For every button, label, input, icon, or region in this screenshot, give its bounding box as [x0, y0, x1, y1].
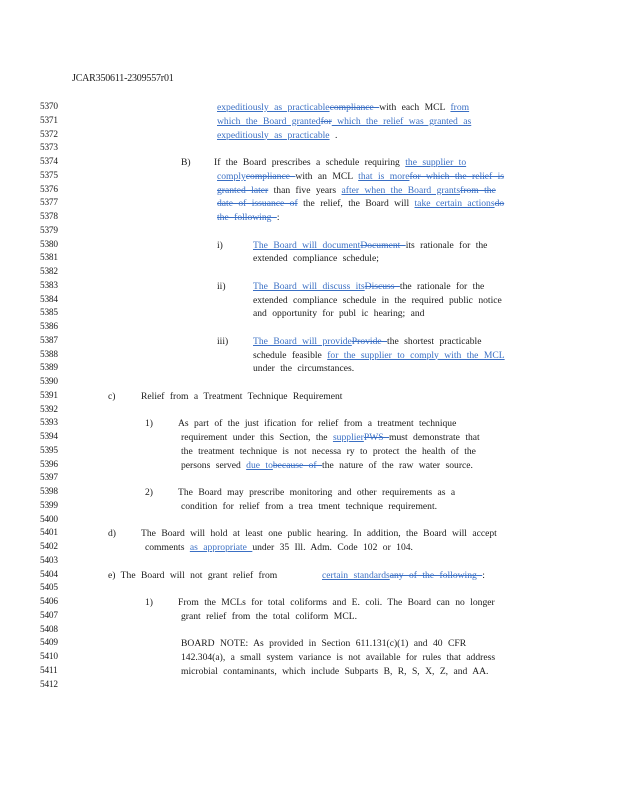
text-line — [178, 418, 456, 429]
text-line — [181, 611, 357, 622]
line-number: 5387 — [40, 335, 58, 346]
deleted-text: from the — [460, 184, 496, 196]
text-span: its rationale for the — [405, 239, 488, 251]
text-line — [178, 487, 455, 498]
text-span: 1) — [145, 597, 153, 608]
text-span: B) — [181, 157, 191, 168]
text-span: schedule feasible — [253, 349, 328, 361]
deleted-text: any of the following — [389, 569, 483, 581]
line-number: 5408 — [40, 624, 58, 635]
text-span: 142.304(a), a small system variance is not available for rules that address — [181, 652, 496, 663]
deleted-text: the following — [217, 212, 277, 223]
line-number: 5393 — [40, 418, 58, 429]
text-span: persons served — [181, 459, 247, 471]
text-line — [217, 336, 228, 347]
line-number: 5411 — [40, 665, 58, 676]
line-number: 5400 — [40, 514, 58, 525]
text-line — [322, 570, 485, 581]
text-line — [178, 597, 495, 608]
text-line — [145, 542, 413, 553]
line-number: 5394 — [40, 432, 58, 442]
line-number: 5379 — [40, 225, 58, 236]
line-number: 5396 — [40, 459, 58, 470]
text-line — [145, 487, 153, 498]
line-number: 5392 — [40, 404, 58, 415]
text-span: ii) — [217, 280, 226, 292]
text-span: grant relief from the total coliform MCL. — [181, 610, 357, 622]
line-number: 5412 — [40, 679, 58, 690]
text-span: From the MCLs for total coliforms and E. coli. The Board can no longer — [178, 597, 495, 608]
line-number: 5382 — [40, 267, 58, 277]
text-span: 1) — [145, 418, 153, 430]
text-span: condition for relief from a trea tment technique requirement. — [181, 500, 438, 512]
line-number: 5378 — [40, 212, 58, 222]
inserted-text: due to — [246, 459, 273, 471]
line-number: 5371 — [40, 115, 58, 126]
deleted-text: because of — [272, 459, 323, 471]
text-span: than five years — [268, 184, 342, 196]
text-line — [141, 391, 342, 402]
inserted-text: for the supplier to comply with the MCL — [327, 349, 505, 361]
text-span: : — [276, 212, 280, 223]
text-line — [217, 116, 471, 127]
inserted-text: supplier — [332, 432, 364, 443]
text-line — [181, 652, 495, 663]
inserted-text: The Board will discuss its — [253, 280, 365, 292]
line-number: 5385 — [40, 308, 58, 319]
text-line — [253, 295, 502, 306]
text-span: i) — [217, 239, 223, 251]
deleted-text: compliance — [329, 102, 380, 113]
deleted-text: PWS — [363, 432, 389, 443]
text-line — [181, 432, 480, 443]
text-line — [253, 281, 484, 292]
inserted-text: after when the Board grants — [341, 184, 461, 196]
deleted-text: Provide — [351, 335, 388, 347]
line-number: 5372 — [40, 129, 58, 140]
inserted-text: which the relief was granted as — [331, 115, 472, 127]
text-span: c) — [108, 390, 116, 402]
line-number: 5386 — [40, 322, 58, 332]
line-number: 5397 — [40, 473, 58, 484]
inserted-text: from — [450, 102, 470, 113]
text-line — [253, 336, 482, 347]
inserted-text: which the Board granted — [217, 115, 321, 127]
inserted-text: expeditiously as practicable — [217, 102, 330, 113]
deleted-text: compliance — [245, 170, 296, 182]
text-line — [141, 528, 497, 539]
line-number: 5395 — [40, 445, 58, 456]
inserted-text: comply — [217, 170, 246, 182]
line-number: 5380 — [40, 239, 58, 250]
line-number: 5409 — [40, 638, 58, 649]
line-number: 5376 — [40, 184, 58, 195]
line-number: 5406 — [40, 597, 58, 607]
text-line — [253, 253, 379, 264]
text-span: under 35 Ill. Adm. Code 102 or 104. — [252, 542, 413, 553]
line-number: 5402 — [40, 542, 58, 552]
text-line — [181, 666, 488, 677]
text-span: the relief, the Board will — [297, 198, 415, 210]
line-number: 5403 — [40, 555, 58, 566]
line-number: 5410 — [40, 652, 58, 662]
inserted-text: The Board will provide — [253, 335, 352, 347]
line-number: 5401 — [40, 528, 58, 539]
text-line — [253, 240, 487, 251]
deleted-text: granted later — [217, 184, 269, 196]
text-span: . — [329, 129, 338, 141]
text-span: the treatment technique is not necessa ry to protect the health of the — [181, 445, 476, 457]
text-line — [108, 570, 277, 581]
line-number: 5398 — [40, 487, 58, 497]
text-span: microbial contaminants, which include Subparts B, R, S, X, Z, and AA. — [181, 665, 489, 677]
inserted-text: certain standards — [322, 569, 390, 581]
text-span: under the circumstances. — [253, 363, 355, 375]
deleted-text: Discuss — [364, 280, 400, 292]
text-span: The Board will hold at least one public hearing. In addition, the Board will accept — [141, 528, 497, 540]
text-line — [181, 446, 476, 457]
text-span: and opportunity for publ ic hearing; and — [253, 308, 425, 320]
inserted-text: take certain actions — [414, 198, 495, 210]
text-line — [253, 363, 354, 374]
text-span: e) The Board will not grant relief from — [108, 569, 278, 581]
text-span: comments — [145, 542, 190, 553]
text-span: extended compliance schedule; — [253, 253, 379, 265]
text-line — [181, 157, 191, 168]
line-number: 5407 — [40, 610, 58, 621]
text-span: must demonstrate that — [389, 432, 480, 443]
deleted-text: for which the relief is — [409, 170, 505, 182]
line-number: 5384 — [40, 294, 58, 305]
document-id: JCAR350611-2309557r01 — [72, 73, 174, 84]
line-number: 5383 — [40, 280, 58, 291]
line-number: 5390 — [40, 377, 58, 387]
line-number: 5388 — [40, 349, 58, 360]
text-line — [217, 212, 280, 223]
inserted-text: expeditiously as practicable — [217, 129, 330, 141]
text-line — [253, 308, 424, 319]
text-line — [108, 391, 115, 402]
text-line — [217, 281, 226, 292]
text-line — [145, 597, 153, 608]
text-span: BOARD NOTE: As provided in Section 611.131(c)(1) and 40 CFR — [181, 638, 467, 650]
line-number: 5399 — [40, 500, 58, 511]
text-span: the rationale for the — [399, 280, 485, 292]
text-span: : — [482, 569, 485, 581]
text-span: As part of the just ification for relief from a treatment technique — [178, 418, 457, 430]
text-line — [108, 528, 116, 539]
text-line — [217, 185, 496, 196]
text-span: with an MCL — [295, 170, 359, 182]
inserted-text: that is more — [358, 170, 410, 182]
line-number: 5377 — [40, 198, 58, 209]
text-line — [181, 501, 437, 512]
text-line — [217, 240, 223, 251]
text-line — [181, 638, 466, 649]
text-line — [181, 460, 473, 471]
text-line — [217, 102, 469, 113]
line-number: 5370 — [40, 102, 58, 112]
text-line — [217, 130, 337, 141]
text-line — [217, 198, 504, 209]
deleted-text: do — [494, 198, 505, 210]
line-number: 5391 — [40, 390, 58, 401]
text-span: requirement under this Section, the — [181, 432, 333, 443]
line-number: 5404 — [40, 569, 58, 580]
text-span: the nature of the raw water source. — [322, 459, 473, 471]
text-span: extended compliance schedule in the required public notice — [253, 294, 502, 306]
text-span: iii) — [217, 335, 229, 347]
text-line — [214, 157, 466, 168]
text-span: The Board may prescribe monitoring and other requirements as a — [178, 487, 456, 498]
text-span: Relief from a Treatment Technique Requirement — [141, 390, 343, 402]
line-number: 5389 — [40, 363, 58, 374]
inserted-text: The Board will document — [253, 239, 361, 251]
text-span: the shortest practicable — [387, 335, 482, 347]
deleted-text: date of issuance of — [217, 198, 298, 210]
text-line — [217, 171, 504, 182]
text-span: with each MCL — [379, 102, 451, 113]
text-span: If the Board prescribes a schedule requiring — [214, 157, 406, 168]
line-number: 5374 — [40, 157, 58, 167]
line-number: 5381 — [40, 253, 58, 264]
deleted-text: for — [320, 115, 332, 127]
line-number: 5373 — [40, 143, 58, 154]
text-span: d) — [108, 528, 116, 540]
line-number: 5375 — [40, 170, 58, 181]
inserted-text: as appropriate — [189, 542, 253, 553]
deleted-text: Document — [360, 239, 406, 251]
inserted-text: the supplier to — [405, 157, 467, 168]
line-number: 5405 — [40, 583, 58, 594]
text-line — [145, 418, 153, 429]
text-span: 2) — [145, 487, 153, 498]
text-line — [253, 350, 505, 361]
